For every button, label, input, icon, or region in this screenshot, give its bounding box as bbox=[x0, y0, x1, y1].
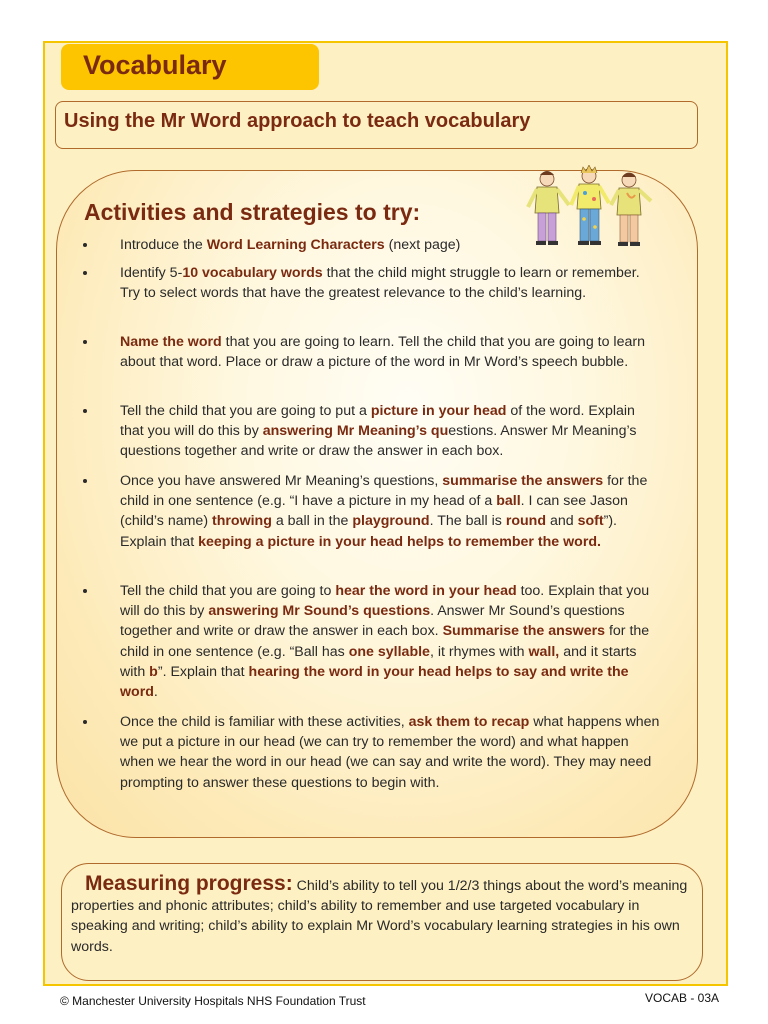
bullet-icon bbox=[83, 271, 87, 275]
highlighted-text: soft bbox=[577, 513, 604, 530]
body-text: Tell the child that you are going to bbox=[120, 583, 336, 599]
highlighted-text: throwing bbox=[212, 513, 272, 530]
body-text: too. Explain that you will do this by bbox=[120, 583, 650, 620]
body-text: that the child might struggle to learn or remember. Try to select words that have the greatest relevance to the child’s learning. bbox=[120, 265, 640, 302]
bullet-icon bbox=[83, 409, 87, 413]
progress-panel bbox=[61, 863, 703, 981]
highlighted-text: ball bbox=[496, 493, 521, 510]
bullet-icon bbox=[83, 720, 87, 724]
activities-list bbox=[57, 171, 697, 837]
body-text: (next page) bbox=[384, 237, 461, 253]
highlighted-text: ask them to recap bbox=[408, 714, 530, 730]
body-text: ”. Explain that bbox=[157, 663, 249, 680]
body-text: for the child in one sentence (e.g. “Ball has bbox=[120, 623, 650, 660]
footer-copyright: © Manchester University Hospitals NHS Foundation Trust bbox=[60, 994, 366, 1008]
body-text: . Answer Mr Sound’s questions together and write or draw the answer in each box. bbox=[120, 603, 625, 640]
highlighted-text: hearing the word in your head helps to say and write the word bbox=[120, 663, 629, 701]
footer-page-code: VOCAB - 03A bbox=[645, 991, 720, 1005]
highlighted-text: round bbox=[505, 513, 547, 530]
body-text: Tell the child that you are going to put a bbox=[120, 403, 371, 419]
highlighted-text: b bbox=[149, 663, 158, 680]
title-tab bbox=[61, 44, 319, 90]
body-text: that you are going to learn. Tell the child that you are going to learn about that word. Place or draw a picture of the word in Mr Word’s speech bubble. bbox=[120, 334, 645, 371]
list-item bbox=[120, 235, 660, 255]
body-text: for the child in one sentence (e.g. “I have a picture in my head of a bbox=[120, 473, 648, 510]
body-text: ”). Explain that bbox=[120, 513, 617, 550]
bullet-icon bbox=[83, 479, 87, 483]
list-item-text bbox=[120, 714, 659, 791]
subtitle-box bbox=[55, 101, 698, 149]
body-text: a ball in the bbox=[271, 513, 353, 530]
list-item bbox=[120, 332, 660, 372]
activities-panel bbox=[56, 170, 698, 838]
page-title: Vocabulary bbox=[83, 50, 227, 80]
progress-paragraph bbox=[71, 874, 695, 957]
highlighted-text: answering Mr Meaning’s qu bbox=[262, 423, 449, 440]
body-text: of the word. Explain that you will do this by bbox=[120, 403, 635, 440]
highlighted-text: 10 vocabulary words bbox=[182, 265, 323, 281]
body-text: what happens when we put a picture in our head (we can try to remember the word) and what happen when we hear the word in our head (we can say and write the word). They may need prompting to answer these questions to begin with. bbox=[120, 714, 660, 791]
highlighted-text: Word Learning Characters bbox=[206, 237, 385, 253]
list-item bbox=[120, 263, 660, 303]
list-item-text bbox=[120, 473, 647, 550]
list-item-text bbox=[120, 583, 649, 700]
body-text: estions. Answer Mr Meaning’s questions together and write or draw the answer in each box. bbox=[120, 423, 637, 460]
body-text: and it starts with bbox=[120, 643, 637, 680]
highlighted-text: keeping a picture in your head helps to remember the word. bbox=[198, 533, 601, 550]
body-text: . I can see Jason (child’s name) bbox=[120, 493, 628, 530]
progress-heading: Measuring progress: bbox=[85, 872, 293, 895]
highlighted-text: wall, bbox=[528, 643, 560, 660]
list-item bbox=[120, 401, 660, 462]
highlighted-text: hear the word in your head bbox=[335, 583, 517, 599]
body-text: and bbox=[546, 513, 578, 530]
highlighted-text: playground bbox=[352, 513, 430, 530]
highlighted-text: answering Mr Sound’s questions bbox=[208, 603, 431, 620]
highlighted-text: picture in your head bbox=[370, 403, 507, 419]
body-text: Once the child is familiar with these activities, bbox=[120, 714, 409, 730]
list-item-text bbox=[120, 265, 640, 301]
body-text: , it rhymes with bbox=[429, 643, 529, 660]
body-text: . bbox=[153, 684, 158, 701]
highlighted-text: one syllable bbox=[348, 643, 430, 660]
body-text: Identify 5- bbox=[120, 265, 183, 281]
highlighted-text: Summarise the answers bbox=[442, 623, 606, 640]
highlighted-text: summarise the answers bbox=[442, 473, 604, 489]
list-item bbox=[120, 581, 660, 702]
list-item-text bbox=[120, 237, 460, 253]
bullet-icon bbox=[83, 243, 87, 247]
body-text: Once you have answered Mr Meaning’s questions, bbox=[120, 473, 443, 489]
list-item bbox=[120, 471, 660, 552]
list-item bbox=[120, 712, 660, 793]
progress-body: Child’s ability to tell you 1/2/3 things about the word’s meaning properties and phonic attributes; child’s ability to remember and use targeted vocabulary in speaking and writing; child’s ability to explain Mr Word’s vocabulary learning strategies in his own words. bbox=[71, 878, 688, 955]
body-text: Introduce the bbox=[120, 237, 207, 253]
bullet-icon bbox=[83, 340, 87, 344]
bullet-icon bbox=[83, 589, 87, 593]
highlighted-text: Name the word bbox=[120, 334, 222, 350]
body-text: . The ball is bbox=[429, 513, 506, 530]
list-item-text bbox=[120, 403, 636, 459]
page-subtitle: Using the Mr Word approach to teach vocabulary bbox=[64, 110, 531, 132]
activities-heading: Activities and strategies to try: bbox=[84, 199, 421, 225]
list-item-text bbox=[120, 334, 645, 370]
